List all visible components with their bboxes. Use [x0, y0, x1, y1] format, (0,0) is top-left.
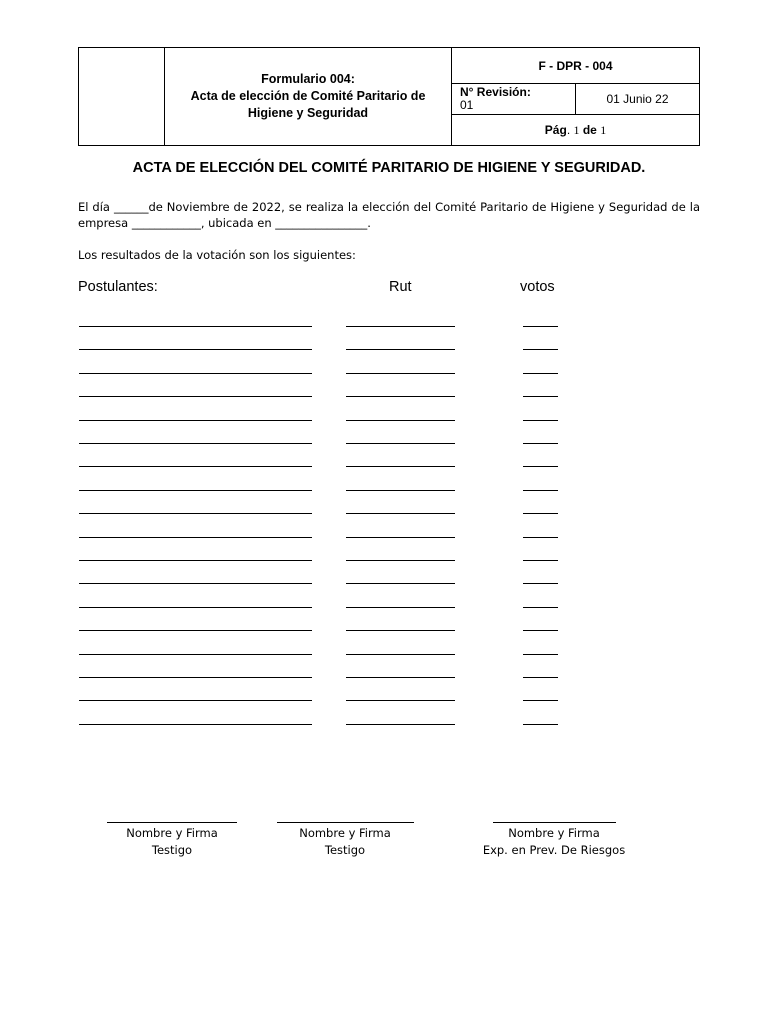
table-row: [0, 410, 768, 433]
candidate-blank[interactable]: [79, 573, 312, 584]
form-title-line-2: Acta de elección de Comité Paritario de: [190, 89, 426, 103]
votes-blank[interactable]: [523, 527, 558, 538]
votes-blank[interactable]: [523, 480, 558, 491]
candidate-blank[interactable]: [79, 480, 312, 491]
table-row: [0, 503, 768, 526]
rut-blank[interactable]: [346, 667, 455, 678]
candidate-blank[interactable]: [79, 456, 312, 467]
candidate-blank[interactable]: [79, 527, 312, 538]
column-header-candidates: Postulantes:: [78, 279, 158, 295]
signature-line[interactable]: [107, 822, 237, 823]
rut-blank[interactable]: [346, 433, 455, 444]
votes-blank[interactable]: [523, 316, 558, 327]
votes-blank[interactable]: [523, 503, 558, 514]
page-label: Pág: [544, 122, 567, 137]
form-code: F - DPR - 004: [452, 48, 700, 84]
rut-blank[interactable]: [346, 550, 455, 561]
signature-block-3: [468, 822, 640, 859]
candidate-blank[interactable]: [79, 620, 312, 631]
table-row: [0, 363, 768, 386]
form-title-line-3: Higiene y Seguridad: [247, 106, 369, 120]
table-row: [0, 433, 768, 456]
page-of: de: [582, 122, 597, 137]
rut-blank[interactable]: [346, 456, 455, 467]
votes-blank[interactable]: [523, 410, 558, 421]
votes-blank[interactable]: [523, 597, 558, 608]
votes-blank[interactable]: [523, 363, 558, 374]
candidate-blank[interactable]: [79, 644, 312, 655]
votes-blank[interactable]: [523, 456, 558, 467]
table-row: [0, 714, 768, 737]
rut-blank[interactable]: [346, 363, 455, 374]
signature-role: Testigo: [151, 843, 193, 857]
signature-block-1: [106, 822, 238, 859]
signature-line[interactable]: [277, 822, 414, 823]
candidate-blank[interactable]: [79, 503, 312, 514]
candidate-blank[interactable]: [79, 550, 312, 561]
candidate-blank[interactable]: [79, 363, 312, 374]
revision-cell: [452, 84, 576, 115]
revision-colon: :: [526, 85, 531, 99]
rut-blank[interactable]: [346, 503, 455, 514]
page-dot: .: [566, 122, 571, 137]
table-row: [0, 386, 768, 409]
form-title: [165, 48, 452, 146]
table-row: [0, 456, 768, 479]
table-row: [0, 316, 768, 339]
table-row: [0, 620, 768, 643]
rut-blank[interactable]: [346, 597, 455, 608]
rut-blank[interactable]: [346, 316, 455, 327]
rut-blank[interactable]: [346, 620, 455, 631]
signature-role: Exp. en Prev. De Riesgos: [482, 843, 626, 857]
rut-blank[interactable]: [346, 480, 455, 491]
column-header-votes: votos: [520, 279, 555, 295]
votes-blank[interactable]: [523, 690, 558, 701]
revision-date: 01 Junio 22: [576, 84, 700, 115]
form-title-line-1: Formulario 004:: [261, 72, 355, 86]
candidate-blank[interactable]: [79, 690, 312, 701]
signature-line[interactable]: [493, 822, 616, 823]
results-intro: Los resultados de la votación son los siguientes:: [78, 248, 356, 262]
votes-blank[interactable]: [523, 433, 558, 444]
candidate-blank[interactable]: [79, 597, 312, 608]
table-row: [0, 550, 768, 573]
table-row: [0, 644, 768, 667]
signature-name-label: Nombre y Firma: [126, 826, 218, 840]
rut-blank[interactable]: [346, 386, 455, 397]
votes-blank[interactable]: [523, 550, 558, 561]
votes-blank[interactable]: [523, 620, 558, 631]
candidate-blank[interactable]: [79, 410, 312, 421]
rut-blank[interactable]: [346, 410, 455, 421]
revision-value: 01: [460, 98, 474, 112]
votes-blank[interactable]: [523, 386, 558, 397]
table-row: [0, 667, 768, 690]
votes-blank[interactable]: [523, 573, 558, 584]
table-row: [0, 480, 768, 503]
signature-name-label: Nombre y Firma: [508, 826, 600, 840]
votes-blank[interactable]: [523, 339, 558, 350]
table-row: [0, 690, 768, 713]
candidate-blank[interactable]: [79, 339, 312, 350]
rut-blank[interactable]: [346, 339, 455, 350]
votes-blank[interactable]: [523, 667, 558, 678]
table-row: [0, 597, 768, 620]
document-header-table: [78, 47, 700, 146]
signature-role: Testigo: [324, 843, 366, 857]
signature-name-label: Nombre y Firma: [299, 826, 391, 840]
revision-label: N° Revisión: [460, 85, 527, 99]
candidate-blank[interactable]: [79, 667, 312, 678]
candidate-blank[interactable]: [79, 714, 312, 725]
table-row: [0, 573, 768, 596]
candidate-blank[interactable]: [79, 386, 312, 397]
document-title: ACTA DE ELECCIÓN DEL COMITÉ PARITARIO DE HIGIENE Y SEGURIDAD.: [132, 160, 646, 176]
candidate-blank[interactable]: [79, 316, 312, 327]
page-number: [452, 115, 700, 146]
table-row: [0, 339, 768, 362]
votes-blank[interactable]: [523, 714, 558, 725]
rut-blank[interactable]: [346, 690, 455, 701]
candidate-blank[interactable]: [79, 433, 312, 444]
page-current: 1: [573, 122, 580, 137]
table-row: [0, 527, 768, 550]
rut-blank[interactable]: [346, 573, 455, 584]
rut-blank[interactable]: [346, 527, 455, 538]
intro-paragraph: El día ______de Noviembre de 2022, se realiza la elección del Comité Paritario de Higiene y Seguridad de la empresa ____________, ubicada en ________________.: [78, 200, 700, 230]
rut-blank[interactable]: [346, 644, 455, 655]
votes-blank[interactable]: [523, 644, 558, 655]
logo-cell: [79, 48, 165, 146]
rut-blank[interactable]: [346, 714, 455, 725]
page-total: 1: [600, 122, 607, 137]
column-header-rut: Rut: [389, 279, 412, 295]
signature-block-2: [276, 822, 414, 859]
